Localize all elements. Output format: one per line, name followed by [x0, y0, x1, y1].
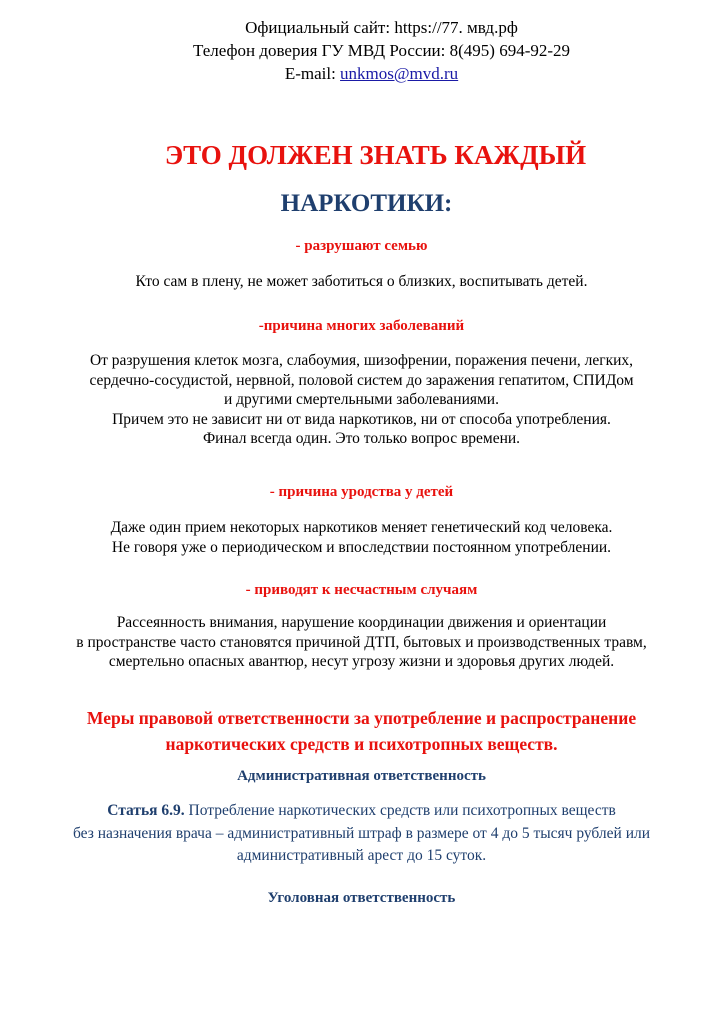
administrative-heading: Административная ответственность — [237, 768, 486, 784]
section-heading-children: - причина уродства у детей — [269, 484, 454, 500]
measures-line: Меры правовой ответственности за употребление и распространение — [86, 708, 637, 728]
hotline-phone-line: Телефон доверия ГУ МВД России: 8(495) 694-92-29 — [192, 41, 571, 60]
section-heading-family: - разрушают семью — [295, 238, 428, 254]
section-heading-diseases: -причина многих заболеваний — [258, 318, 465, 334]
article-label: Статья 6.9. — [107, 802, 185, 819]
email-line — [0, 62, 723, 85]
section-text-family — [0, 272, 723, 292]
page-title: ЭТО ДОЛЖЕН ЗНАТЬ КАЖДЫЙ — [164, 140, 587, 170]
article-line — [0, 800, 723, 823]
text-line: сердечно-сосудистой, нервной, половой систем до заражения гепатитом, СПИДом — [89, 371, 634, 389]
measures-line: наркотических средств и психотропных веществ. — [165, 734, 558, 754]
email-link[interactable]: unkmos@mvd.ru — [340, 64, 459, 83]
contact-header — [0, 16, 723, 85]
text-line: Кто сам в плену, не может заботиться о близких, воспитывать детей. — [135, 273, 588, 290]
text-line: и другими смертельными заболеваниями. — [224, 391, 499, 408]
page-subtitle: НАРКОТИКИ: — [280, 190, 453, 217]
criminal-heading: Уголовная ответственность — [267, 890, 456, 906]
section-text-accidents — [0, 613, 723, 672]
text-line: От разрушения клеток мозга, слабоумия, шизофрении, поражения печени, легких, — [89, 352, 634, 369]
article-line: без назначения врача – административный штраф в размере от 4 до 5 тысяч рублей или — [72, 824, 651, 842]
section-text-diseases — [0, 351, 723, 449]
text-line: смертельно опасных авантюр, несут угрозу жизни и здоровья других людей. — [108, 653, 615, 670]
text-line: Не говоря уже о периодическом и впоследствии постоянном употреблении. — [111, 538, 612, 556]
text-line: Рассеянность внимания, нарушение координации движения и ориентации — [116, 614, 607, 631]
section-heading-accidents: - приводят к несчастным случаям — [245, 582, 478, 598]
legal-measures-heading — [0, 705, 723, 757]
text-line: в пространстве часто становятся причиной ДТП, бытовых и производственных травм, — [76, 633, 647, 651]
article-line: административный арест до 15 суток. — [236, 847, 487, 864]
text-line: Причем это не зависит ни от вида наркотиков, ни от способа употребления. — [112, 410, 611, 428]
official-site-line: Официальный сайт: https://77. мвд.рф — [245, 18, 518, 37]
section-text-children — [0, 518, 723, 557]
email-label: E-mail: — [284, 64, 341, 83]
article-text: Потребление наркотических средств или психотропных веществ — [184, 802, 616, 819]
text-line: Финал всегда один. Это только вопрос времени. — [202, 430, 521, 447]
article-6-9 — [0, 800, 723, 868]
text-line: Даже один прием некоторых наркотиков меняет генетический код человека. — [110, 519, 613, 536]
